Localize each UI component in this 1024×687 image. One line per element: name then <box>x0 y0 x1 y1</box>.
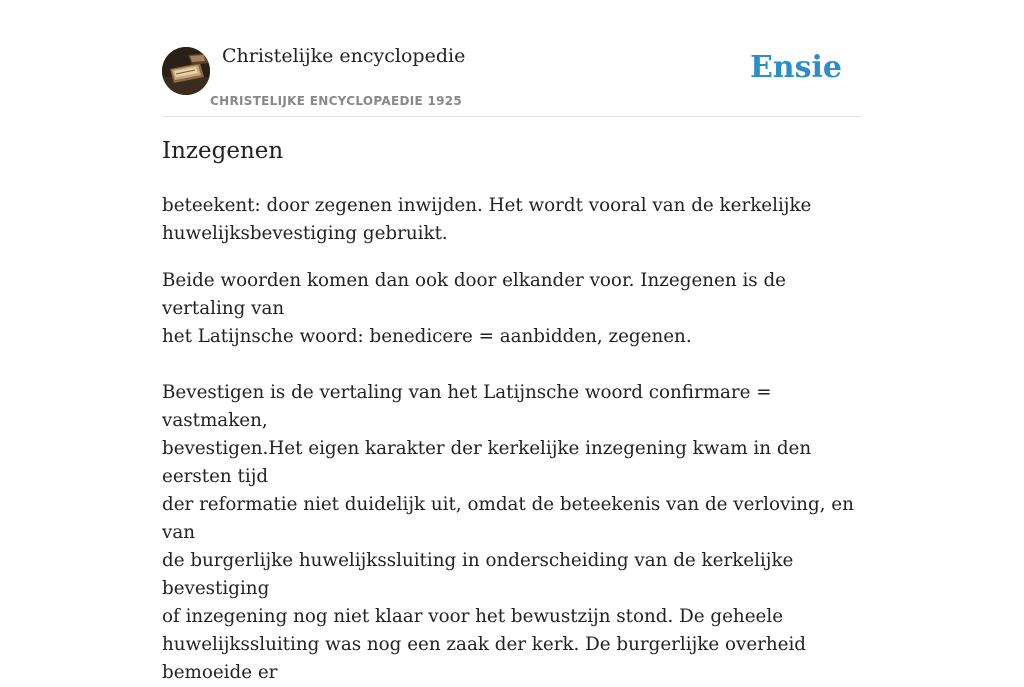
source-header <box>162 0 862 117</box>
article-paragraph: beteekent: door zegenen inwijden. Het wordt vooral van de kerkelijke huwelijksbevestiging gebruikt. <box>162 195 812 244</box>
book-photo-icon <box>162 47 210 95</box>
source-avatar[interactable] <box>162 47 210 95</box>
source-subtitle[interactable]: CHRISTELIJKE ENCYCLOPAEDIE 1925 <box>210 94 463 108</box>
page <box>162 0 862 683</box>
source-title[interactable]: Christelijke encyclopedie <box>222 45 466 67</box>
article-paragraph: Beide woorden komen dan ook door elkander voor. Inzegenen is de vertaling van het Latijnsche woord: benedicere = aanbidden, zegenen. Bevestigen is de vertaling van het Latijnsche woord confirmare = vastmaken, bevestigen.Het eigen karakter der kerkelijke inzegening kwam in den eersten tijd der reformatie niet duidelijk uit, omdat de beteekenis van de verloving, en van de burgerlijke huwelijkssluiting in onderscheiding van de kerkelijke bevestiging of inzegening nog niet klaar voor het bewustzijn stond. De geheele huwelijkssluiting was nog een zaak der kerk. De burgerlijke overheid bemoeide er <box>162 270 854 683</box>
ensie-logo[interactable]: Ensie <box>749 50 842 85</box>
article-title: Inzegenen <box>162 138 284 164</box>
